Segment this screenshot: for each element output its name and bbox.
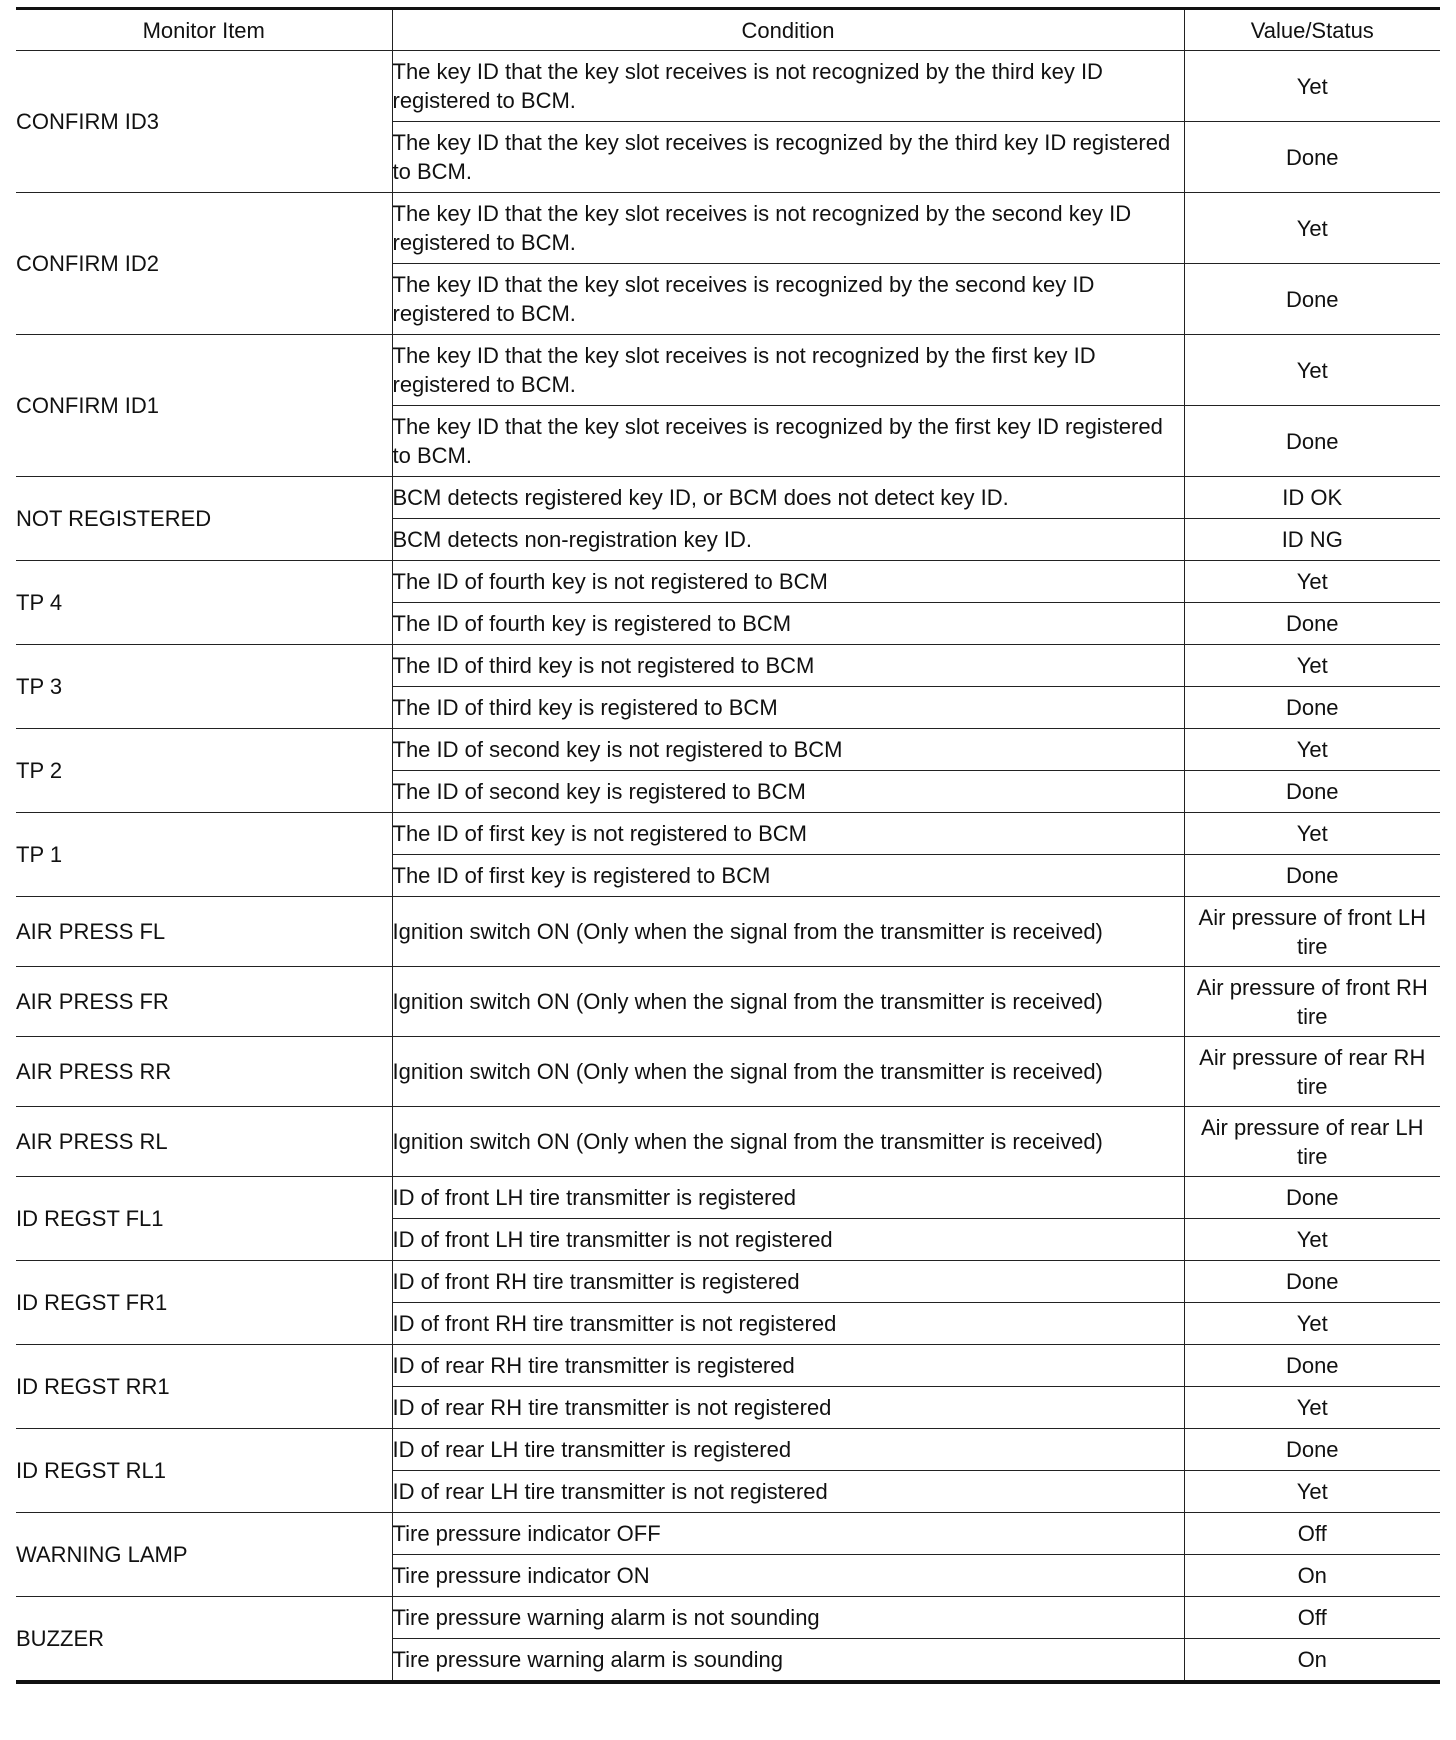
condition-cell: The ID of first key is not registered to BCM bbox=[392, 813, 1184, 855]
table-row bbox=[16, 51, 1440, 122]
value-cell: Yet bbox=[1184, 1303, 1440, 1345]
monitor-item-cell: BUZZER bbox=[16, 1597, 392, 1683]
monitor-item-cell: NOT REGISTERED bbox=[16, 477, 392, 561]
table-row bbox=[16, 193, 1440, 264]
table-row bbox=[16, 335, 1440, 406]
condition-cell: Tire pressure warning alarm is not sounding bbox=[392, 1597, 1184, 1639]
condition-cell: The ID of second key is registered to BCM bbox=[392, 771, 1184, 813]
table-row bbox=[16, 1429, 1440, 1471]
monitor-item-cell: CONFIRM ID2 bbox=[16, 193, 392, 335]
table-row bbox=[16, 645, 1440, 687]
table-row bbox=[16, 561, 1440, 603]
condition-cell: The ID of third key is registered to BCM bbox=[392, 687, 1184, 729]
table-body bbox=[16, 51, 1440, 1683]
table-row bbox=[16, 967, 1440, 1037]
table-row bbox=[16, 1513, 1440, 1555]
monitor-item-table bbox=[16, 7, 1440, 1684]
value-cell: Done bbox=[1184, 122, 1440, 193]
monitor-item-cell: TP 2 bbox=[16, 729, 392, 813]
condition-cell: ID of rear LH tire transmitter is registered bbox=[392, 1429, 1184, 1471]
value-cell: Off bbox=[1184, 1513, 1440, 1555]
value-cell: Yet bbox=[1184, 1219, 1440, 1261]
condition-cell: ID of rear RH tire transmitter is registered bbox=[392, 1345, 1184, 1387]
value-cell: Done bbox=[1184, 406, 1440, 477]
condition-cell: BCM detects non-registration key ID. bbox=[392, 519, 1184, 561]
monitor-item-cell: CONFIRM ID3 bbox=[16, 51, 392, 193]
condition-cell: Tire pressure warning alarm is sounding bbox=[392, 1639, 1184, 1683]
value-cell: Done bbox=[1184, 1261, 1440, 1303]
monitor-item-cell: ID REGST FR1 bbox=[16, 1261, 392, 1345]
value-cell: Air pressure of rear RH tire bbox=[1184, 1037, 1440, 1107]
condition-cell: ID of front RH tire transmitter is registered bbox=[392, 1261, 1184, 1303]
table-row bbox=[16, 1345, 1440, 1387]
monitor-item-cell: AIR PRESS RR bbox=[16, 1037, 392, 1107]
table-row bbox=[16, 813, 1440, 855]
value-cell: Done bbox=[1184, 264, 1440, 335]
value-cell: On bbox=[1184, 1639, 1440, 1683]
table-row bbox=[16, 1261, 1440, 1303]
value-cell: Done bbox=[1184, 771, 1440, 813]
monitor-table-container bbox=[16, 7, 1440, 1684]
value-cell: Air pressure of front LH tire bbox=[1184, 897, 1440, 967]
condition-cell: Tire pressure indicator OFF bbox=[392, 1513, 1184, 1555]
table-row bbox=[16, 1107, 1440, 1177]
value-cell: Yet bbox=[1184, 335, 1440, 406]
condition-cell: The ID of fourth key is registered to BCM bbox=[392, 603, 1184, 645]
value-cell: Yet bbox=[1184, 645, 1440, 687]
monitor-item-cell: AIR PRESS RL bbox=[16, 1107, 392, 1177]
value-cell: Yet bbox=[1184, 193, 1440, 264]
condition-cell: ID of front LH tire transmitter is not registered bbox=[392, 1219, 1184, 1261]
condition-cell: The key ID that the key slot receives is not recognized by the second key ID registered to BCM. bbox=[392, 193, 1184, 264]
monitor-item-cell: ID REGST RL1 bbox=[16, 1429, 392, 1513]
monitor-item-cell: WARNING LAMP bbox=[16, 1513, 392, 1597]
table-row bbox=[16, 1597, 1440, 1639]
value-cell: Air pressure of rear LH tire bbox=[1184, 1107, 1440, 1177]
value-cell: On bbox=[1184, 1555, 1440, 1597]
condition-cell: Ignition switch ON (Only when the signal from the transmitter is received) bbox=[392, 897, 1184, 967]
value-cell: Yet bbox=[1184, 729, 1440, 771]
condition-cell: The key ID that the key slot receives is recognized by the third key ID registered to BCM. bbox=[392, 122, 1184, 193]
condition-cell: Ignition switch ON (Only when the signal from the transmitter is received) bbox=[392, 1037, 1184, 1107]
monitor-item-cell: TP 4 bbox=[16, 561, 392, 645]
condition-cell: The ID of fourth key is not registered to BCM bbox=[392, 561, 1184, 603]
condition-cell: The key ID that the key slot receives is not recognized by the third key ID registered to BCM. bbox=[392, 51, 1184, 122]
table-row bbox=[16, 477, 1440, 519]
condition-cell: The ID of third key is not registered to BCM bbox=[392, 645, 1184, 687]
monitor-item-cell: ID REGST RR1 bbox=[16, 1345, 392, 1429]
condition-cell: The ID of first key is registered to BCM bbox=[392, 855, 1184, 897]
condition-cell: Tire pressure indicator ON bbox=[392, 1555, 1184, 1597]
condition-cell: The ID of second key is not registered to BCM bbox=[392, 729, 1184, 771]
value-cell: Air pressure of front RH tire bbox=[1184, 967, 1440, 1037]
value-cell: Yet bbox=[1184, 813, 1440, 855]
condition-cell: ID of front RH tire transmitter is not registered bbox=[392, 1303, 1184, 1345]
condition-cell: ID of rear LH tire transmitter is not registered bbox=[392, 1471, 1184, 1513]
value-cell: Done bbox=[1184, 855, 1440, 897]
condition-cell: ID of rear RH tire transmitter is not registered bbox=[392, 1387, 1184, 1429]
header-condition: Condition bbox=[392, 9, 1184, 51]
value-cell: Done bbox=[1184, 1429, 1440, 1471]
value-cell: Yet bbox=[1184, 51, 1440, 122]
value-cell: Yet bbox=[1184, 561, 1440, 603]
condition-cell: The key ID that the key slot receives is not recognized by the first key ID registered to BCM. bbox=[392, 335, 1184, 406]
condition-cell: BCM detects registered key ID, or BCM does not detect key ID. bbox=[392, 477, 1184, 519]
table-row bbox=[16, 897, 1440, 967]
monitor-item-cell: AIR PRESS FR bbox=[16, 967, 392, 1037]
table-header-row bbox=[16, 9, 1440, 51]
header-monitor-item: Monitor Item bbox=[16, 9, 392, 51]
value-cell: Yet bbox=[1184, 1471, 1440, 1513]
condition-cell: Ignition switch ON (Only when the signal from the transmitter is received) bbox=[392, 1107, 1184, 1177]
table-row bbox=[16, 1037, 1440, 1107]
condition-cell: The key ID that the key slot receives is recognized by the first key ID registered to BCM. bbox=[392, 406, 1184, 477]
condition-cell: Ignition switch ON (Only when the signal from the transmitter is received) bbox=[392, 967, 1184, 1037]
value-cell: ID OK bbox=[1184, 477, 1440, 519]
value-cell: Done bbox=[1184, 603, 1440, 645]
table-row bbox=[16, 729, 1440, 771]
monitor-item-cell: TP 3 bbox=[16, 645, 392, 729]
value-cell: Yet bbox=[1184, 1387, 1440, 1429]
header-value-status: Value/Status bbox=[1184, 9, 1440, 51]
condition-cell: The key ID that the key slot receives is recognized by the second key ID registered to BCM. bbox=[392, 264, 1184, 335]
monitor-item-cell: ID REGST FL1 bbox=[16, 1177, 392, 1261]
monitor-item-cell: CONFIRM ID1 bbox=[16, 335, 392, 477]
value-cell: ID NG bbox=[1184, 519, 1440, 561]
value-cell: Done bbox=[1184, 1177, 1440, 1219]
table-row bbox=[16, 1177, 1440, 1219]
value-cell: Done bbox=[1184, 1345, 1440, 1387]
value-cell: Off bbox=[1184, 1597, 1440, 1639]
monitor-item-cell: AIR PRESS FL bbox=[16, 897, 392, 967]
condition-cell: ID of front LH tire transmitter is registered bbox=[392, 1177, 1184, 1219]
monitor-item-cell: TP 1 bbox=[16, 813, 392, 897]
value-cell: Done bbox=[1184, 687, 1440, 729]
